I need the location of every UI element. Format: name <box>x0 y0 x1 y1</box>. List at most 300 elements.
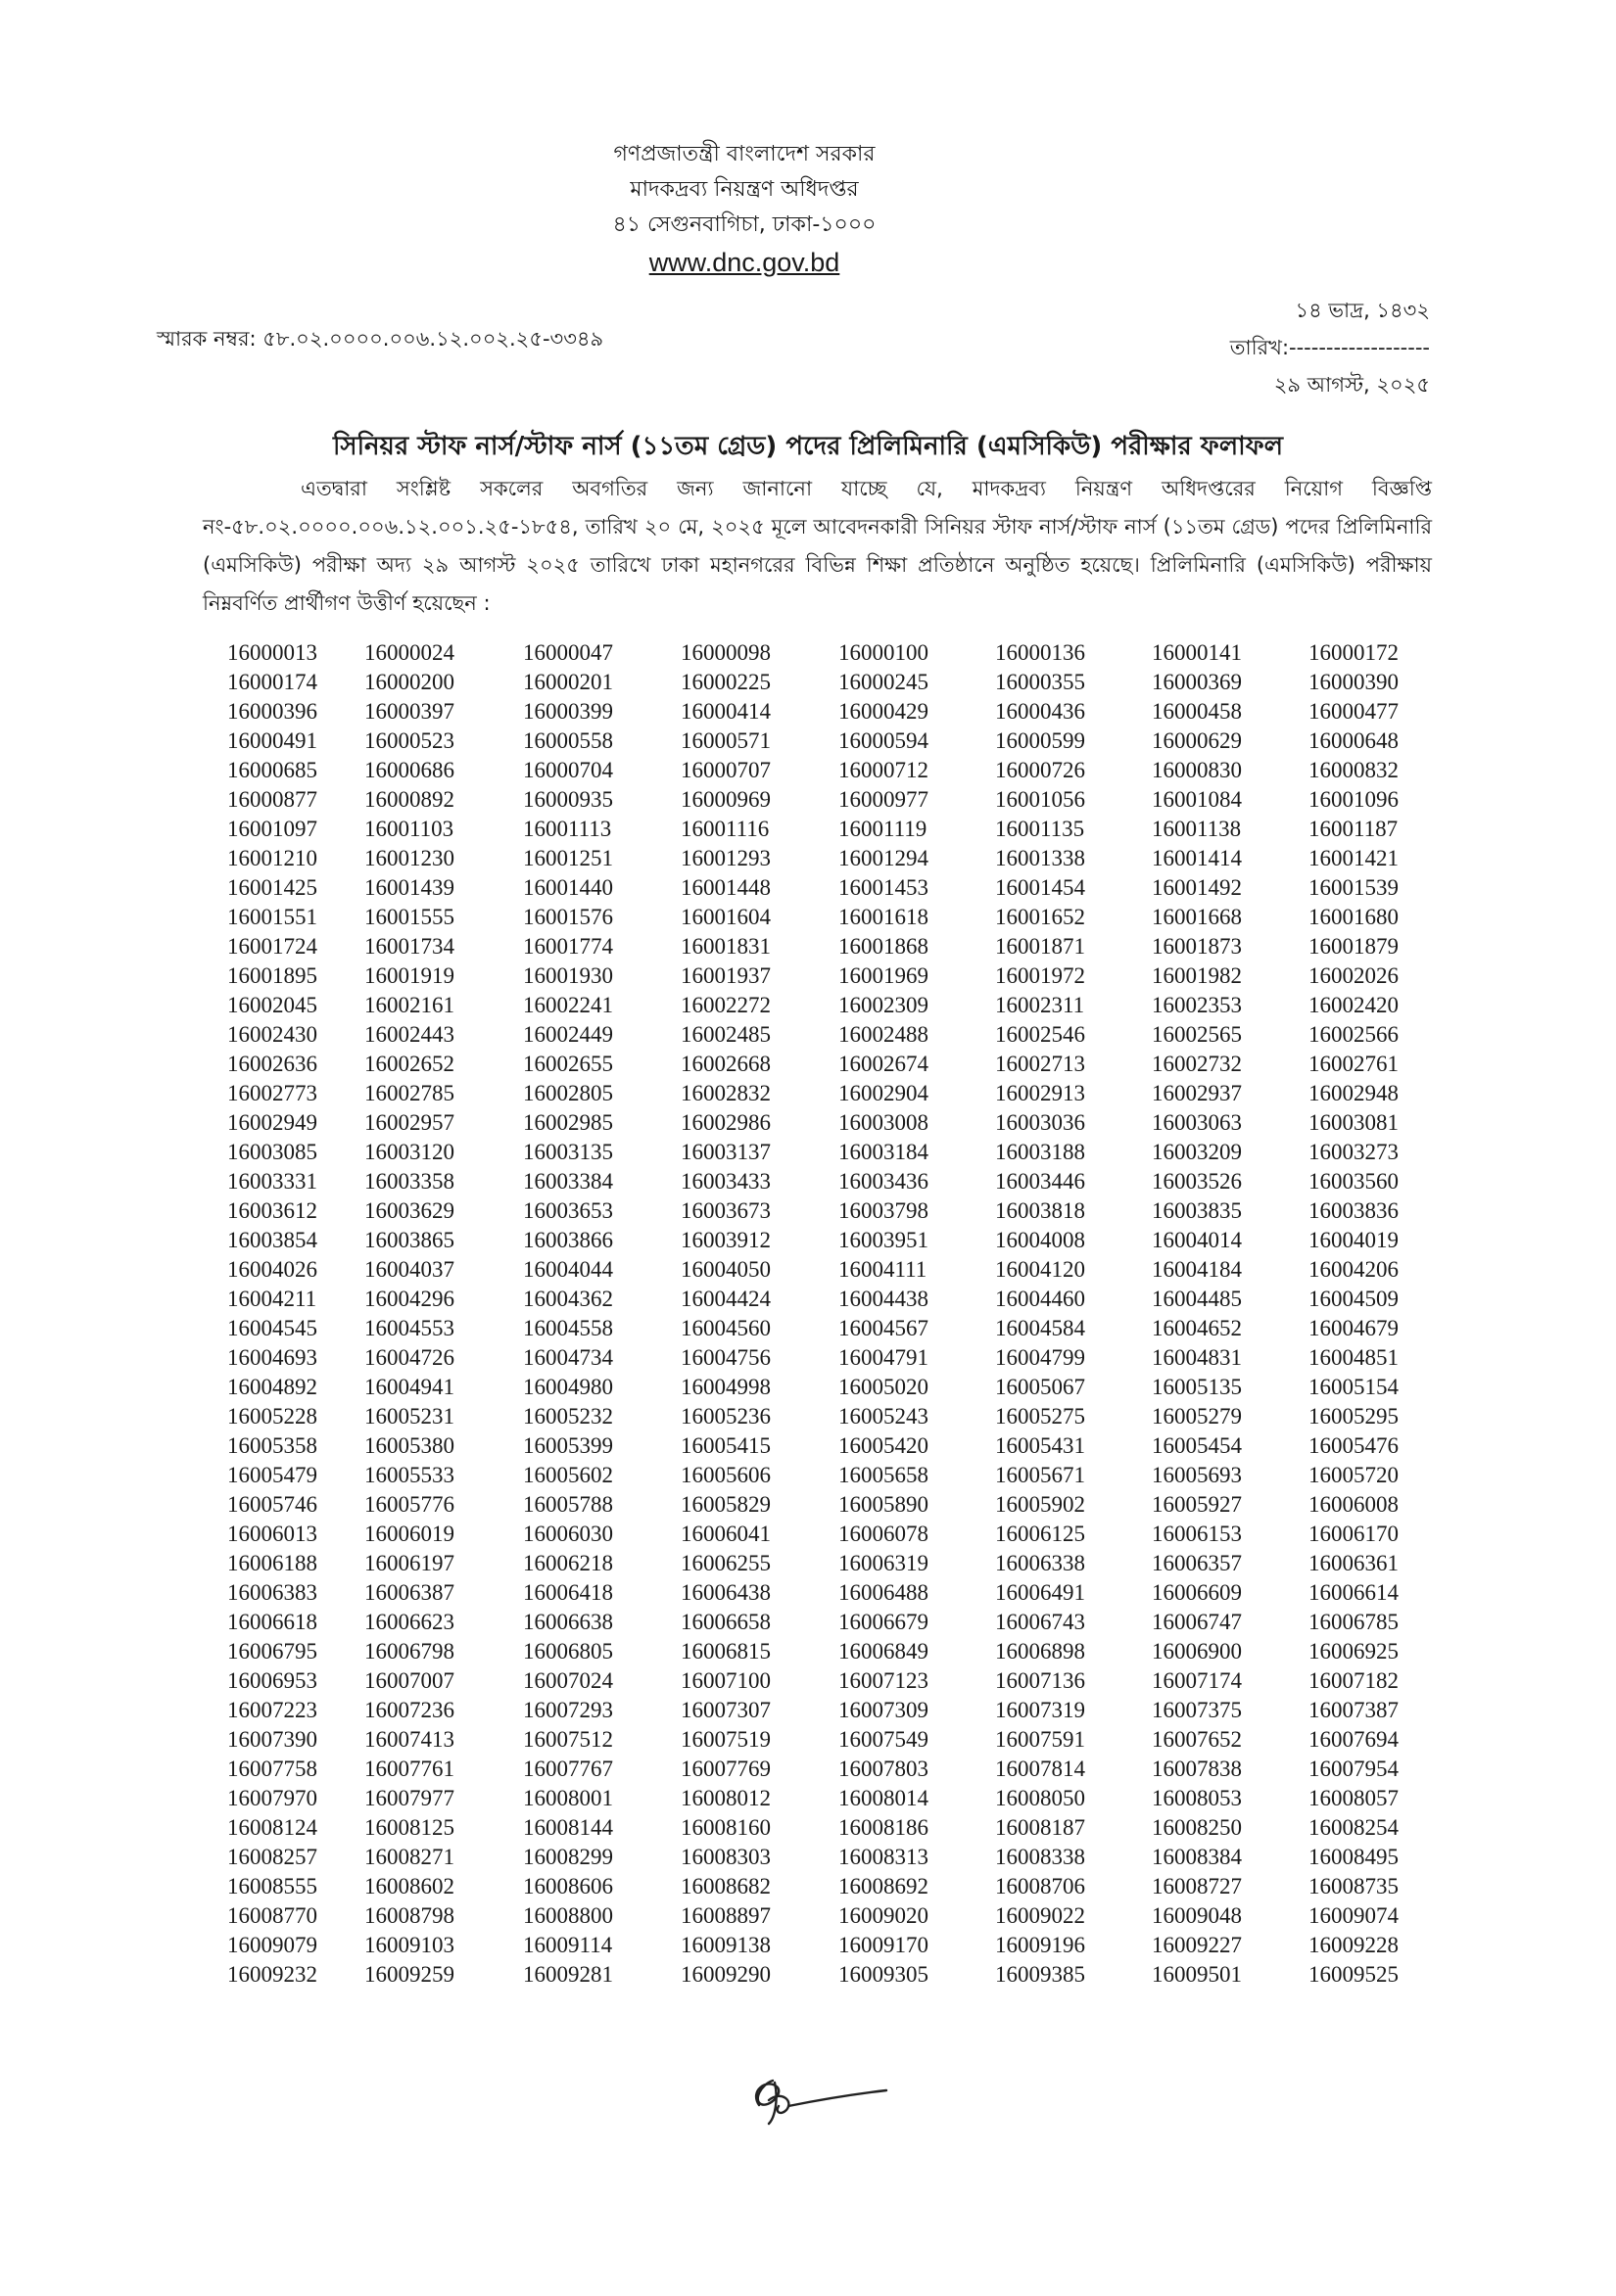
roll-number-cell: 16000141 <box>1152 640 1242 665</box>
roll-number-cell: 16004485 <box>1152 1287 1242 1311</box>
roll-number-cell: 16007767 <box>523 1757 613 1781</box>
roll-number-cell: 16006898 <box>995 1639 1085 1663</box>
roll-number-cell: 16007123 <box>838 1668 928 1693</box>
roll-number-cell: 16000172 <box>1308 640 1399 665</box>
table-row <box>227 1343 1411 1373</box>
roll-number-cell: 16009114 <box>523 1933 613 1957</box>
roll-number-cell: 16003866 <box>523 1228 613 1252</box>
roll-number-cell: 16004037 <box>364 1257 454 1282</box>
roll-number-cell: 16005671 <box>995 1463 1085 1487</box>
roll-number-cell: 16006361 <box>1308 1551 1399 1575</box>
roll-number-cell: 16007007 <box>364 1668 454 1693</box>
roll-number-cell: 16001555 <box>364 905 454 929</box>
roll-number-cell: 16003951 <box>838 1228 928 1252</box>
roll-number-cell: 16008682 <box>681 1874 771 1898</box>
roll-number-cell: 16002026 <box>1308 963 1399 988</box>
roll-number-cell: 16005380 <box>364 1433 454 1458</box>
roll-number-cell: 16004831 <box>1152 1345 1242 1370</box>
roll-number-cell: 16001492 <box>1152 875 1242 900</box>
table-row <box>227 668 1411 697</box>
roll-number-cell: 16002949 <box>227 1110 317 1135</box>
roll-number-cell: 16008555 <box>227 1874 317 1898</box>
roll-number-cell: 16005693 <box>1152 1463 1242 1487</box>
roll-number-cell: 16002241 <box>523 993 613 1017</box>
roll-number-cell: 16003184 <box>838 1140 928 1164</box>
roll-number-cell: 16001972 <box>995 963 1085 988</box>
roll-number-cell: 16009501 <box>1152 1962 1242 1987</box>
roll-number-cell: 16001210 <box>227 846 317 870</box>
roll-number-cell: 16008012 <box>681 1786 771 1810</box>
roll-number-cell: 16002430 <box>227 1022 317 1047</box>
roll-number-cell: 16003865 <box>364 1228 454 1252</box>
table-row <box>227 844 1411 873</box>
roll-number-cell: 16000399 <box>523 699 613 724</box>
roll-number-cell: 16001873 <box>1152 934 1242 959</box>
roll-number-cell: 16002948 <box>1308 1081 1399 1105</box>
roll-number-cell: 16001680 <box>1308 905 1399 929</box>
results-table <box>227 638 1411 1990</box>
roll-number-cell: 16001084 <box>1152 787 1242 812</box>
table-row <box>227 697 1411 726</box>
roll-number-cell: 16007293 <box>523 1698 613 1722</box>
office-address: ৪১ সেগুনবাগিচা, ঢাকা-১০০০ <box>612 212 877 237</box>
roll-number-cell: 16003120 <box>364 1140 454 1164</box>
roll-number-cell: 16005399 <box>523 1433 613 1458</box>
table-row <box>227 1520 1411 1549</box>
roll-number-cell: 16009196 <box>995 1933 1085 1957</box>
department-name: মাদকদ্রব্য নিয়ন্ত্রণ অধিদপ্তর <box>630 177 859 202</box>
roll-number-cell: 16002832 <box>681 1081 771 1105</box>
roll-number-cell: 16000648 <box>1308 728 1399 753</box>
roll-number-cell: 16003854 <box>227 1228 317 1252</box>
roll-number-cell: 16005067 <box>995 1375 1085 1399</box>
roll-number-cell: 16007236 <box>364 1698 454 1722</box>
roll-number-cell: 16006679 <box>838 1610 928 1634</box>
roll-number-cell: 16008254 <box>1308 1815 1399 1840</box>
roll-number-cell: 16002652 <box>364 1052 454 1076</box>
table-row <box>227 756 1411 785</box>
roll-number-cell: 16008735 <box>1308 1874 1399 1898</box>
table-row <box>227 1490 1411 1520</box>
roll-number-cell: 16003085 <box>227 1140 317 1164</box>
roll-number-cell: 16009074 <box>1308 1903 1399 1928</box>
gregorian-date: ২৯ আগস্ট, ২০২৫ <box>1273 373 1430 397</box>
roll-number-cell: 16000704 <box>523 758 613 782</box>
roll-number-cell: 16004998 <box>681 1375 771 1399</box>
roll-number-cell: 16002713 <box>995 1052 1085 1076</box>
roll-number-cell: 16000599 <box>995 728 1085 753</box>
roll-number-cell: 16009022 <box>995 1903 1085 1928</box>
table-row <box>227 785 1411 815</box>
roll-number-cell: 16006255 <box>681 1551 771 1575</box>
roll-number-cell: 16001230 <box>364 846 454 870</box>
roll-number-cell: 16008299 <box>523 1845 613 1869</box>
roll-number-cell: 16009138 <box>681 1933 771 1957</box>
roll-number-cell: 16000832 <box>1308 758 1399 782</box>
roll-number-cell: 16003036 <box>995 1110 1085 1135</box>
roll-number-cell: 16002636 <box>227 1052 317 1076</box>
bangla-date: ১৪ ভাদ্র, ১৪৩২ <box>1295 299 1430 322</box>
roll-number-cell: 16005776 <box>364 1492 454 1517</box>
roll-number-cell: 16000830 <box>1152 758 1242 782</box>
roll-number-cell: 16000594 <box>838 728 928 753</box>
roll-number-cell: 16001774 <box>523 934 613 959</box>
table-row <box>227 873 1411 903</box>
roll-number-cell: 16003446 <box>995 1169 1085 1194</box>
table-row <box>227 638 1411 668</box>
roll-number-cell: 16000100 <box>838 640 928 665</box>
table-row <box>227 1578 1411 1608</box>
roll-number-cell: 16005295 <box>1308 1404 1399 1429</box>
roll-number-cell: 16003331 <box>227 1169 317 1194</box>
roll-number-cell: 16005232 <box>523 1404 613 1429</box>
roll-number-cell: 16009228 <box>1308 1933 1399 1957</box>
roll-number-cell: 16006188 <box>227 1551 317 1575</box>
roll-number-cell: 16001618 <box>838 905 928 929</box>
roll-number-cell: 16004050 <box>681 1257 771 1282</box>
roll-number-cell: 16007803 <box>838 1757 928 1781</box>
roll-number-cell: 16003526 <box>1152 1169 1242 1194</box>
roll-number-cell: 16006125 <box>995 1522 1085 1546</box>
roll-number-cell: 16005275 <box>995 1404 1085 1429</box>
roll-number-cell: 16005415 <box>681 1433 771 1458</box>
roll-number-cell: 16001919 <box>364 963 454 988</box>
roll-number-cell: 16000245 <box>838 670 928 694</box>
roll-number-cell: 16004019 <box>1308 1228 1399 1252</box>
roll-number-cell: 16007309 <box>838 1698 928 1722</box>
roll-number-cell: 16005927 <box>1152 1492 1242 1517</box>
roll-number-cell: 16004438 <box>838 1287 928 1311</box>
roll-number-cell: 16001879 <box>1308 934 1399 959</box>
roll-number-cell: 16004026 <box>227 1257 317 1282</box>
roll-number-cell: 16008187 <box>995 1815 1085 1840</box>
roll-number-cell: 16004980 <box>523 1375 613 1399</box>
roll-number-cell: 16008303 <box>681 1845 771 1869</box>
roll-number-cell: 16005829 <box>681 1492 771 1517</box>
roll-number-cell: 16003358 <box>364 1169 454 1194</box>
roll-number-cell: 16003137 <box>681 1140 771 1164</box>
roll-number-cell: 16000024 <box>364 640 454 665</box>
roll-number-cell: 16003209 <box>1152 1140 1242 1164</box>
table-row <box>227 991 1411 1020</box>
roll-number-cell: 16000013 <box>227 640 317 665</box>
roll-number-cell: 16007549 <box>838 1727 928 1752</box>
table-row <box>227 1725 1411 1755</box>
roll-number-cell: 16001135 <box>995 817 1085 841</box>
roll-number-cell: 16004799 <box>995 1345 1085 1370</box>
roll-number-cell: 16002309 <box>838 993 928 1017</box>
table-row <box>227 903 1411 932</box>
roll-number-cell: 16004560 <box>681 1316 771 1340</box>
roll-number-cell: 16002904 <box>838 1081 928 1105</box>
roll-number-cell: 16006785 <box>1308 1610 1399 1634</box>
roll-number-cell: 16000491 <box>227 728 317 753</box>
roll-number-cell: 16007307 <box>681 1698 771 1722</box>
roll-number-cell: 16005420 <box>838 1433 928 1458</box>
roll-number-cell: 16003673 <box>681 1198 771 1223</box>
roll-number-cell: 16004362 <box>523 1287 613 1311</box>
roll-number-cell: 16006218 <box>523 1551 613 1575</box>
roll-number-cell: 16007390 <box>227 1727 317 1752</box>
roll-number-cell: 16006623 <box>364 1610 454 1634</box>
roll-number-cell: 16004014 <box>1152 1228 1242 1252</box>
roll-number-cell: 16007814 <box>995 1757 1085 1781</box>
roll-number-cell: 16001652 <box>995 905 1085 929</box>
roll-number-cell: 16003560 <box>1308 1169 1399 1194</box>
roll-number-cell: 16006387 <box>364 1580 454 1605</box>
roll-number-cell: 16008800 <box>523 1903 613 1928</box>
roll-number-cell: 16008770 <box>227 1903 317 1928</box>
roll-number-cell: 16006383 <box>227 1580 317 1605</box>
roll-number-cell: 16005606 <box>681 1463 771 1487</box>
roll-number-cell: 16008125 <box>364 1815 454 1840</box>
roll-number-cell: 16008602 <box>364 1874 454 1898</box>
roll-number-cell: 16001116 <box>681 817 770 841</box>
roll-number-cell: 16002546 <box>995 1022 1085 1047</box>
roll-number-cell: 16005788 <box>523 1492 613 1517</box>
roll-number-cell: 16006795 <box>227 1639 317 1663</box>
roll-number-cell: 16001414 <box>1152 846 1242 870</box>
table-row <box>227 961 1411 991</box>
roll-number-cell: 16008706 <box>995 1874 1085 1898</box>
roll-number-cell: 16008053 <box>1152 1786 1242 1810</box>
roll-number-cell: 16009290 <box>681 1962 771 1987</box>
roll-number-cell: 16000969 <box>681 787 771 812</box>
roll-number-cell: 16001868 <box>838 934 928 959</box>
roll-number-cell: 16006170 <box>1308 1522 1399 1546</box>
roll-number-cell: 16005431 <box>995 1433 1085 1458</box>
roll-number-cell: 16005279 <box>1152 1404 1242 1429</box>
roll-number-cell: 16002420 <box>1308 993 1399 1017</box>
roll-number-cell: 16000629 <box>1152 728 1242 753</box>
roll-number-cell: 16002913 <box>995 1081 1085 1105</box>
table-row <box>227 1872 1411 1901</box>
roll-number-cell: 16003436 <box>838 1169 928 1194</box>
roll-number-cell: 16001421 <box>1308 846 1399 870</box>
roll-number-cell: 16009525 <box>1308 1962 1399 1987</box>
table-row <box>227 1138 1411 1167</box>
roll-number-cell: 16004679 <box>1308 1316 1399 1340</box>
roll-number-cell: 16004184 <box>1152 1257 1242 1282</box>
table-row <box>227 1226 1411 1255</box>
roll-number-cell: 16008727 <box>1152 1874 1242 1898</box>
roll-number-cell: 16001937 <box>681 963 771 988</box>
roll-number-cell: 16006488 <box>838 1580 928 1605</box>
roll-number-cell: 16001453 <box>838 875 928 900</box>
roll-number-cell: 16000047 <box>523 640 613 665</box>
roll-number-cell: 16009048 <box>1152 1903 1242 1928</box>
date-label: তারিখ:------------------- <box>1229 336 1430 359</box>
roll-number-cell: 16005454 <box>1152 1433 1242 1458</box>
roll-number-cell: 16005243 <box>838 1404 928 1429</box>
roll-number-cell: 16001551 <box>227 905 317 929</box>
roll-number-cell: 16002761 <box>1308 1052 1399 1076</box>
roll-number-cell: 16006618 <box>227 1610 317 1634</box>
roll-number-cell: 16005358 <box>227 1433 317 1458</box>
roll-number-cell: 16004509 <box>1308 1287 1399 1311</box>
roll-number-cell: 16002668 <box>681 1052 771 1076</box>
roll-number-cell: 16000523 <box>364 728 454 753</box>
roll-number-cell: 16000726 <box>995 758 1085 782</box>
roll-number-cell: 16006438 <box>681 1580 771 1605</box>
roll-number-cell: 16000707 <box>681 758 771 782</box>
roll-number-cell: 16002353 <box>1152 993 1242 1017</box>
table-row <box>227 1167 1411 1196</box>
roll-number-cell: 16005602 <box>523 1463 613 1487</box>
roll-number-cell: 16000685 <box>227 758 317 782</box>
roll-number-cell: 16001056 <box>995 787 1085 812</box>
roll-number-cell: 16000390 <box>1308 670 1399 694</box>
table-row <box>227 1608 1411 1637</box>
roll-number-cell: 16000174 <box>227 670 317 694</box>
roll-number-cell: 16008384 <box>1152 1845 1242 1869</box>
roll-number-cell: 16001454 <box>995 875 1085 900</box>
roll-number-cell: 16003384 <box>523 1169 613 1194</box>
table-row <box>227 932 1411 961</box>
roll-number-cell: 16004567 <box>838 1316 928 1340</box>
letterhead <box>548 137 940 282</box>
roll-number-cell: 16003081 <box>1308 1110 1399 1135</box>
roll-number-cell: 16004693 <box>227 1345 317 1370</box>
table-row <box>227 815 1411 844</box>
roll-number-cell: 16005154 <box>1308 1375 1399 1399</box>
roll-number-cell: 16005228 <box>227 1404 317 1429</box>
roll-number-cell: 16002161 <box>364 993 454 1017</box>
roll-number-cell: 16009305 <box>838 1962 928 1987</box>
roll-number-cell: 16006925 <box>1308 1639 1399 1663</box>
table-row <box>227 1843 1411 1872</box>
roll-number-cell: 16001871 <box>995 934 1085 959</box>
roll-number-cell: 16001119 <box>838 817 927 841</box>
roll-number-cell: 16001294 <box>838 846 928 870</box>
roll-number-cell: 16006609 <box>1152 1580 1242 1605</box>
roll-number-cell: 16003063 <box>1152 1110 1242 1135</box>
table-row <box>227 1373 1411 1402</box>
roll-number-cell: 16006900 <box>1152 1639 1242 1663</box>
roll-number-cell: 16002488 <box>838 1022 928 1047</box>
roll-number-cell: 16001103 <box>364 817 454 841</box>
roll-number-cell: 16002655 <box>523 1052 613 1076</box>
roll-number-cell: 16006614 <box>1308 1580 1399 1605</box>
roll-number-cell: 16001096 <box>1308 787 1399 812</box>
roll-number-cell: 16005479 <box>227 1463 317 1487</box>
table-row <box>227 1079 1411 1108</box>
roll-number-cell: 16000225 <box>681 670 771 694</box>
roll-number-cell: 16009170 <box>838 1933 928 1957</box>
roll-number-cell: 16005236 <box>681 1404 771 1429</box>
table-row <box>227 1402 1411 1431</box>
roll-number-cell: 16000877 <box>227 787 317 812</box>
roll-number-cell: 16002674 <box>838 1052 928 1076</box>
roll-number-cell: 16002045 <box>227 993 317 1017</box>
roll-number-cell: 16006319 <box>838 1551 928 1575</box>
roll-number-cell: 16000414 <box>681 699 771 724</box>
table-row <box>227 1784 1411 1813</box>
roll-number-cell: 16009020 <box>838 1903 928 1928</box>
table-row <box>227 1196 1411 1226</box>
roll-number-cell: 16007174 <box>1152 1668 1242 1693</box>
roll-number-cell: 16002805 <box>523 1081 613 1105</box>
roll-number-cell: 16004044 <box>523 1257 613 1282</box>
table-row <box>227 1666 1411 1696</box>
roll-number-cell: 16006019 <box>364 1522 454 1546</box>
roll-number-cell: 16008160 <box>681 1815 771 1840</box>
roll-number-cell: 16001293 <box>681 846 771 870</box>
roll-number-cell: 16009281 <box>523 1962 613 1987</box>
roll-number-cell: 16004460 <box>995 1287 1085 1311</box>
roll-number-cell: 16003835 <box>1152 1198 1242 1223</box>
document-title: সিনিয়র স্টাফ নার্স/স্টাফ নার্স (১১তম গ্রেড) পদের প্রিলিমিনারি (এমসিকিউ) পরীক্ষার ফলাফল <box>332 432 1283 461</box>
roll-number-cell: 16006953 <box>227 1668 317 1693</box>
roll-number-cell: 16004296 <box>364 1287 454 1311</box>
roll-number-cell: 16006030 <box>523 1522 613 1546</box>
roll-number-cell: 16008606 <box>523 1874 613 1898</box>
table-row <box>227 1960 1411 1990</box>
table-row <box>227 1549 1411 1578</box>
roll-number-cell: 16004120 <box>995 1257 1085 1282</box>
roll-number-cell: 16008257 <box>227 1845 317 1869</box>
roll-number-cell: 16001425 <box>227 875 317 900</box>
roll-number-cell: 16002785 <box>364 1081 454 1105</box>
roll-number-cell: 16000712 <box>838 758 928 782</box>
roll-number-cell: 16007694 <box>1308 1727 1399 1752</box>
roll-number-cell: 16003912 <box>681 1228 771 1252</box>
website-link[interactable]: www.dnc.gov.bd <box>648 248 840 277</box>
roll-number-cell: 16009385 <box>995 1962 1085 1987</box>
roll-number-cell: 16006338 <box>995 1551 1085 1575</box>
roll-number-cell: 16003612 <box>227 1198 317 1223</box>
roll-number-cell: 16001113 <box>523 817 612 841</box>
roll-number-cell: 16000429 <box>838 699 928 724</box>
roll-number-cell: 16006041 <box>681 1522 771 1546</box>
roll-number-cell: 16002272 <box>681 993 771 1017</box>
roll-number-cell: 16004892 <box>227 1375 317 1399</box>
roll-number-cell: 16000977 <box>838 787 928 812</box>
roll-number-cell: 16000477 <box>1308 699 1399 724</box>
roll-number-cell: 16007977 <box>364 1786 454 1810</box>
roll-number-cell: 16000397 <box>364 699 454 724</box>
roll-number-cell: 16007182 <box>1308 1668 1399 1693</box>
table-row <box>227 1931 1411 1960</box>
roll-number-cell: 16001895 <box>227 963 317 988</box>
roll-number-cell: 16001831 <box>681 934 771 959</box>
roll-number-cell: 16007512 <box>523 1727 613 1752</box>
roll-number-cell: 16004791 <box>838 1345 928 1370</box>
roll-number-cell: 16004545 <box>227 1316 317 1340</box>
roll-number-cell: 16002957 <box>364 1110 454 1135</box>
roll-number-cell: 16004652 <box>1152 1316 1242 1340</box>
roll-number-cell: 16008124 <box>227 1815 317 1840</box>
roll-number-cell: 16001338 <box>995 846 1085 870</box>
roll-number-cell: 16008692 <box>838 1874 928 1898</box>
roll-number-cell: 16005658 <box>838 1463 928 1487</box>
roll-number-cell: 16002449 <box>523 1022 613 1047</box>
roll-number-cell: 16007100 <box>681 1668 771 1693</box>
roll-number-cell: 16003836 <box>1308 1198 1399 1223</box>
roll-number-cell: 16001187 <box>1308 817 1399 841</box>
government-name: গণপ্রজাতন্ত্রী বাংলাদেশ সরকার <box>613 142 876 166</box>
roll-number-cell: 16008313 <box>838 1845 928 1869</box>
roll-number-cell: 16002937 <box>1152 1081 1242 1105</box>
roll-number-cell: 16005135 <box>1152 1375 1242 1399</box>
table-row <box>227 1050 1411 1079</box>
table-row <box>227 1901 1411 1931</box>
roll-number-cell: 16002985 <box>523 1110 613 1135</box>
roll-number-cell: 16003135 <box>523 1140 613 1164</box>
roll-number-cell: 16004206 <box>1308 1257 1399 1282</box>
table-row <box>227 1314 1411 1343</box>
roll-number-cell: 16006658 <box>681 1610 771 1634</box>
